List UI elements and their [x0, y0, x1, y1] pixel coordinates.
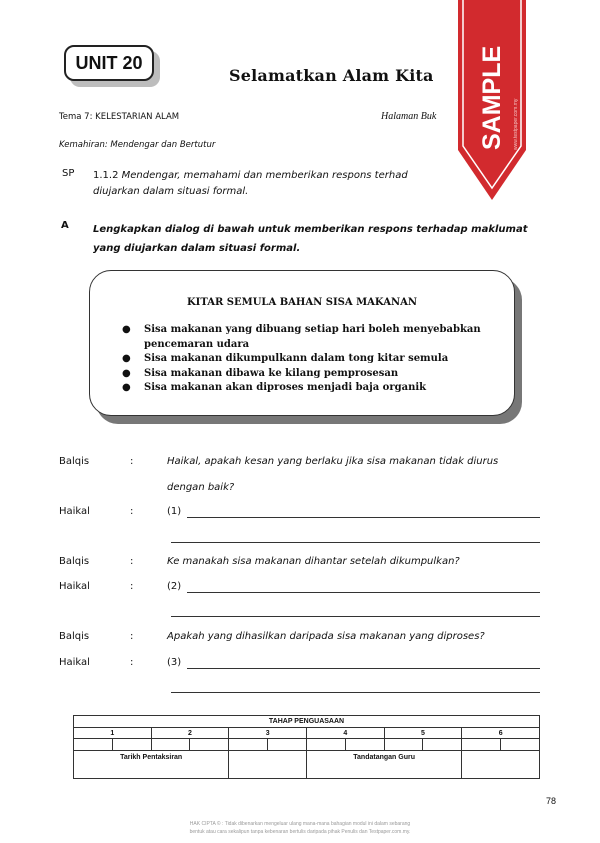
sp-text-line1: Mendengar, memahami dan memberikan respons terhad	[121, 170, 408, 181]
assessment-date-label: Tarikh Pentaksiran	[74, 751, 229, 779]
answer-line-1b[interactable]	[171, 542, 540, 543]
level-checkbox[interactable]	[229, 739, 268, 751]
dialog-speaker: Balqis	[59, 556, 90, 567]
copyright-line1: HAK CIPTA © : Tidak dibenarkan mengeluar ulang mana-mana bahagian modul ini dalam sebarang	[189, 821, 411, 827]
dialog-speaker: Haikal	[59, 506, 90, 517]
dialog-colon: :	[130, 631, 134, 642]
teacher-signature-field[interactable]	[462, 751, 540, 779]
level-cell: 6	[462, 728, 540, 739]
section-instruction	[93, 220, 548, 258]
level-checkbox[interactable]	[151, 739, 190, 751]
answer-line-2b[interactable]	[171, 616, 540, 617]
info-item	[122, 381, 502, 396]
level-cell: 1	[74, 728, 152, 739]
level-cell: 5	[384, 728, 462, 739]
level-cell: 4	[306, 728, 384, 739]
skill-label: Kemahiran: Mendengar dan Bertutur	[59, 140, 216, 150]
level-checkbox[interactable]	[423, 739, 462, 751]
info-item	[122, 367, 502, 382]
level-checkbox[interactable]	[306, 739, 345, 751]
level-checkbox[interactable]	[190, 739, 229, 751]
dialog-speaker: Haikal	[59, 581, 90, 592]
level-checkbox[interactable]	[345, 739, 384, 751]
info-item-text: Sisa makanan yang dibuang setiap hari boleh menyebabkan pencemaran udara	[144, 324, 481, 350]
dialog-question-3: Apakah yang dihasilkan daripada sisa makanan yang diproses?	[167, 631, 485, 642]
answer-number-2: (2)	[167, 581, 182, 592]
info-item-text: Sisa makanan akan diproses menjadi baja organik	[144, 382, 427, 393]
level-checkbox[interactable]	[501, 739, 540, 751]
info-item	[122, 352, 502, 367]
teacher-signature-label: Tandatangan Guru	[306, 751, 461, 779]
bullet-icon: ●	[122, 382, 131, 393]
dialog-question-1: Haikal, apakah kesan yang berlaku jika sisa makanan tidak diurus	[167, 456, 499, 467]
dialog-question-2: Ke manakah sisa makanan dihantar setelah dikumpulkan?	[167, 556, 460, 567]
info-box-list	[122, 323, 502, 396]
answer-line-1a[interactable]	[187, 517, 540, 518]
dialog-speaker: Haikal	[59, 657, 90, 668]
textbook-page-label: Halaman Buk	[381, 111, 437, 122]
dialog-colon: :	[130, 556, 134, 567]
level-cell: 2	[151, 728, 229, 739]
copyright-notice	[0, 820, 600, 836]
sp-code: SP	[62, 168, 75, 179]
level-checkbox[interactable]	[74, 739, 113, 751]
assessment-table	[73, 715, 540, 779]
info-box	[89, 270, 515, 416]
bullet-icon: ●	[122, 353, 131, 364]
level-cell: 3	[229, 728, 307, 739]
sp-number: 1.1.2	[93, 170, 119, 181]
sample-stamp	[448, 0, 536, 210]
stamp-text: SAMPLE	[478, 45, 506, 150]
section-letter: A	[61, 220, 69, 231]
dialog-colon: :	[130, 657, 134, 668]
answer-number-3: (3)	[167, 657, 182, 668]
dialog-speaker: Balqis	[59, 631, 90, 642]
assessment-title: TAHAP PENGUASAAN	[74, 716, 540, 728]
assessment-date-field[interactable]	[229, 751, 307, 779]
copyright-line2: bentuk atau cara sekalipun tanpa kebenaran bertulis daripada pihak Penulis dan Testpaper.com.my.	[189, 829, 411, 835]
answer-line-3a[interactable]	[187, 668, 540, 669]
section-instruction-line1: Lengkapkan dialog di bawah untuk memberikan respons terhadap maklumat	[93, 224, 528, 235]
dialog-colon: :	[130, 456, 134, 467]
level-checkbox[interactable]	[384, 739, 423, 751]
level-checkbox[interactable]	[112, 739, 151, 751]
page-number: 78	[546, 796, 557, 806]
answer-line-3b[interactable]	[171, 692, 540, 693]
dialog-colon: :	[130, 581, 134, 592]
dialog-speaker: Balqis	[59, 456, 90, 467]
section-instruction-line2: yang diujarkan dalam situasi formal.	[93, 243, 301, 254]
bullet-icon: ●	[122, 367, 131, 379]
info-item-text: Sisa makanan dibawa ke kilang pemprosesan	[144, 367, 399, 379]
answer-number-1: (1)	[167, 506, 182, 517]
dialog-question-1-cont: dengan baik?	[167, 482, 235, 493]
dialog-colon: :	[130, 506, 134, 517]
theme-label: Tema 7: KELESTARIAN ALAM	[59, 112, 180, 122]
answer-line-2a[interactable]	[187, 592, 540, 593]
info-box-title: KITAR SEMULA BAHAN SISA MAKANAN	[186, 297, 418, 308]
level-checkbox[interactable]	[462, 739, 501, 751]
bullet-icon: ●	[122, 324, 131, 335]
level-checkbox[interactable]	[268, 739, 307, 751]
page-title: Selamatkan Alam Kita	[229, 66, 434, 85]
sp-text-line2: diujarkan dalam situasi formal.	[93, 186, 249, 197]
stamp-site-text: www.testpaper.com.my	[513, 98, 519, 150]
unit-badge: UNIT 20	[64, 45, 154, 81]
info-item	[122, 323, 502, 352]
info-item-text: Sisa makanan dikumpulkann dalam tong kitar semula	[144, 353, 449, 364]
